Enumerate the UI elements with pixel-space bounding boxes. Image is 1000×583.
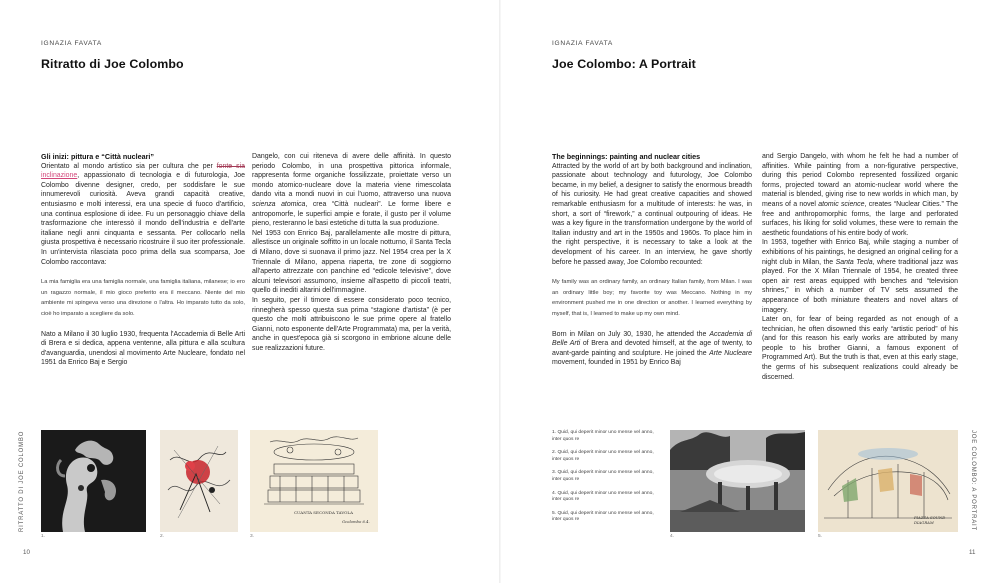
intro-paragraph: Attracted by the world of art by both background and inclination, passionate about technology and futurology, Joe Colombo became, in my belief, a designer to satisfy the enormous breadth of his curiosity. He had great creative capacities and showed remarkable enthusiasm for a multitude of interests: he was, in short, a sort of “firework,” a continual outpouring of ideas. He was a key figure in the transformation undergone by the world of Italian industry and art in the 1950s and 1960s. To place him in the right perspective, it is necessary to take a look at the development of his career. In an interview, he gave shortly before he passed away, Joe Colombo recounted:: [552, 162, 752, 266]
architectural-sketch: [250, 430, 378, 532]
spread-gutter: [499, 0, 501, 583]
pavilion-photo: [670, 430, 805, 532]
author-name: IGNAZIA FAVATA: [552, 40, 613, 47]
sketch-illustration: [250, 430, 378, 532]
figure-number: 5.: [818, 534, 823, 539]
body-paragraph: In seguito, per il timore di essere considerato poco tecnico, rinnegherà spesso questa sua prima “stagione d'artista” (è per questo che molti attribuiscono le sue prime opere al fratello Gianni, noto esponente dell'Arte Programmata) ma, per la verità, anche in quest'epoca già si scorgono in embrione alcune delle sue realizzazioni future.: [252, 296, 451, 352]
figure-number: 2.: [160, 534, 165, 539]
block-quote: My family was an ordinary family, an ordinary Italian family, from Milan. I was an ordinary little boy; my favorite toy was Meccano. Nothing in my environment pushed me in one direction or another. I learned everything by myself, that is, I learned to make up my own mind.: [552, 278, 752, 318]
body-paragraph: Dangelo, con cui riteneva di avere delle affinità. In questo periodo Colombo, in una prospettiva pittorica informale, rappresenta forme organiche fossilizzate, proiettate verso un mondo atomico-nucleare dove la materia viene rimescolata dando vita a mondi nuovi in cui l'uomo, attraverso una nuova scienza atomica, crea “Città nucleari”. Le forme libere e antropomorfe, le superfici ampie e forate, il gusto per il volume pieno, resteranno le basi estetiche di tutta la sua produzione.: [252, 153, 451, 228]
inserted-text: inclinazione: [41, 172, 78, 180]
body-paragraph: Later on, for fear of being regarded as not enough of a technician, he often disowned this early “artistic period” of his (and for this reason his early works are attributed by many people to his brother Gianni, a famous exponent of Programmed Art). But the truth is that, even at this early stage, the germs of his subsequent realizations could already be discerned.: [762, 316, 958, 381]
text-column-2: [252, 152, 451, 353]
page-number: 10: [23, 549, 30, 556]
caption-item: 1. Quid, qui deperit minor uno mense vel anno, inter quos re: [552, 430, 654, 442]
body-paragraph: Nel 1953 con Enrico Baj, parallelamente alle mostre di pittura, allestisce un originale soffitto in un locale notturno, il Santa Tecla di Milano, dove si suonava il primo jazz. Nel 1954 crea per la X Triennale di Milano, appena riaperta, tre zone di soggiorno all'aperto attrezzate con panchine ed “edicole televisive”, dove alcuni televisori assumono, insieme all'aspetto di piccoli teatri, quello di inediti altarini dell'immagine.: [252, 229, 451, 295]
body-paragraph: Born in Milan on July 30, 1930, he attended the Accademia di Belle Arti of Brera and devoted himself, at the age of twenty, to avant-garde painting and sculpture. He joined the Arte Nucleare movement, founded in 1951 by Enrico Baj: [552, 330, 753, 367]
abstract-painting: [160, 430, 238, 532]
running-header-vertical: JOE COLOMBO: A PORTRAIT: [970, 430, 976, 531]
page-title: Joe Colombo: A Portrait: [552, 57, 696, 71]
figure-number: 1.: [41, 534, 46, 539]
sculpture-illustration: [41, 430, 146, 532]
caption-item: 4. Quid, qui deperit minor uno mense vel anno, inter quos re: [552, 490, 654, 503]
body-paragraph: In 1953, together with Enrico Baj, while staging a number of exhibitions of his paintings, he designed an original ceiling for a night club in Milan, the Santa Tecla, where traditional jazz was played. For the X Milan Triennale of 1954, he created three open air rest areas equipped with benches and “television shrines,” in which a number of TV sets assumed the appearance of both miniature theaters and novel altars of imagery.: [762, 239, 958, 314]
section-heading: Gli inizi: pittura e “Città nucleari”: [41, 152, 155, 161]
sketch-annotation: CUANTA SECONDA TAVOLA: [294, 510, 353, 515]
figure-number: 3.: [250, 534, 255, 539]
pavilion-illustration: [670, 430, 805, 532]
page-title: Ritratto di Joe Colombo: [41, 57, 184, 71]
painting-illustration: [160, 430, 238, 532]
caption-list: [552, 430, 656, 531]
colored-sketch: [818, 430, 958, 532]
text-column-1: [41, 152, 245, 368]
block-quote: La mia famiglia era una famiglia normale, una famiglia italiana, milanese; io ero un ragazzo normale, il mio gioco preferito era il meccano. Niente del mio ambiente mi spingeva verso una direzione o l'altra. Ho imparato tutto da solo, cioè ho imparato a scegliere da solo.: [41, 278, 245, 318]
caption-item: 3. Quid, qui deperit minor uno mense vel anno, inter quos re: [552, 470, 654, 482]
caption-item: 2. Quid, qui deperit minor uno mense vel anno, inter quos re: [552, 450, 654, 462]
sketch-annotation: PIAZZA SOUND DIAGRAM: [914, 515, 946, 525]
sculpture-photo: [41, 430, 146, 532]
text-column-2: [762, 152, 958, 382]
caption-item: 5. Quid, qui deperit minor uno mense vel anno, inter quos re: [552, 510, 654, 523]
body-paragraph: Nato a Milano il 30 luglio 1930, frequenta l'Accademia di Belle Arti di Brera e si dedica, appena ventenne, alla pittura e alla scultura d'avanguardia, unendosi al movimento Arte Nucleare, fondato nel 1951 da Enrico Baj e Sergio: [41, 330, 245, 367]
sketch-signature: Gcolombo 6.4.: [342, 519, 370, 524]
author-name: IGNAZIA FAVATA: [41, 40, 102, 47]
text-column-1: [552, 152, 752, 368]
page-number: 11: [969, 549, 976, 556]
figure-number: 4.: [670, 534, 675, 539]
running-header-vertical: RITRATTO DI JOE COLOMBO: [19, 430, 25, 532]
section-heading: The beginnings: painting and nuclear cities: [552, 152, 701, 161]
struck-text: fonte sia: [216, 162, 246, 170]
body-paragraph: and Sergio Dangelo, with whom he felt he had a number of affinities. While painting from a non-figurative perspective, during this period Colombo represented fossilized organic forms, projected toward an atomic-nuclear world where the material is blended, giving rise to new worlds in which man, by means of a novel atomic science, creates “Nuclear Cities.” The free and anthropomorphic forms, the large and perforated surfaces, his liking for solid volumes, these were to remain the aesthetic foundations of his entire body of work.: [762, 153, 958, 237]
intro-paragraph: Orientato al mondo artistico sia per cultura che per fonte sia inclinazione, appassionato di tecnologia e di futurologia, Joe Colombo divenne designer, credo, per soddisfare le sue innumerevoli curiosità. Aveva grandi capacità creative, entusiasmo e molti interessi, era una specie di fuoco d'artificio, una continua esplosione di idee. Fu un personaggio chiave della trasformazione che interessò il mondo dell'industria e dell'arte italiane negli anni cinquanta e sessanta. Per collocarlo nella giusta prospettiva è necessario ricostruire il suo iter professionale. In un'intervista rilasciata poco prima della sua scomparsa, Joe Colombo raccontava:: [41, 162, 246, 266]
